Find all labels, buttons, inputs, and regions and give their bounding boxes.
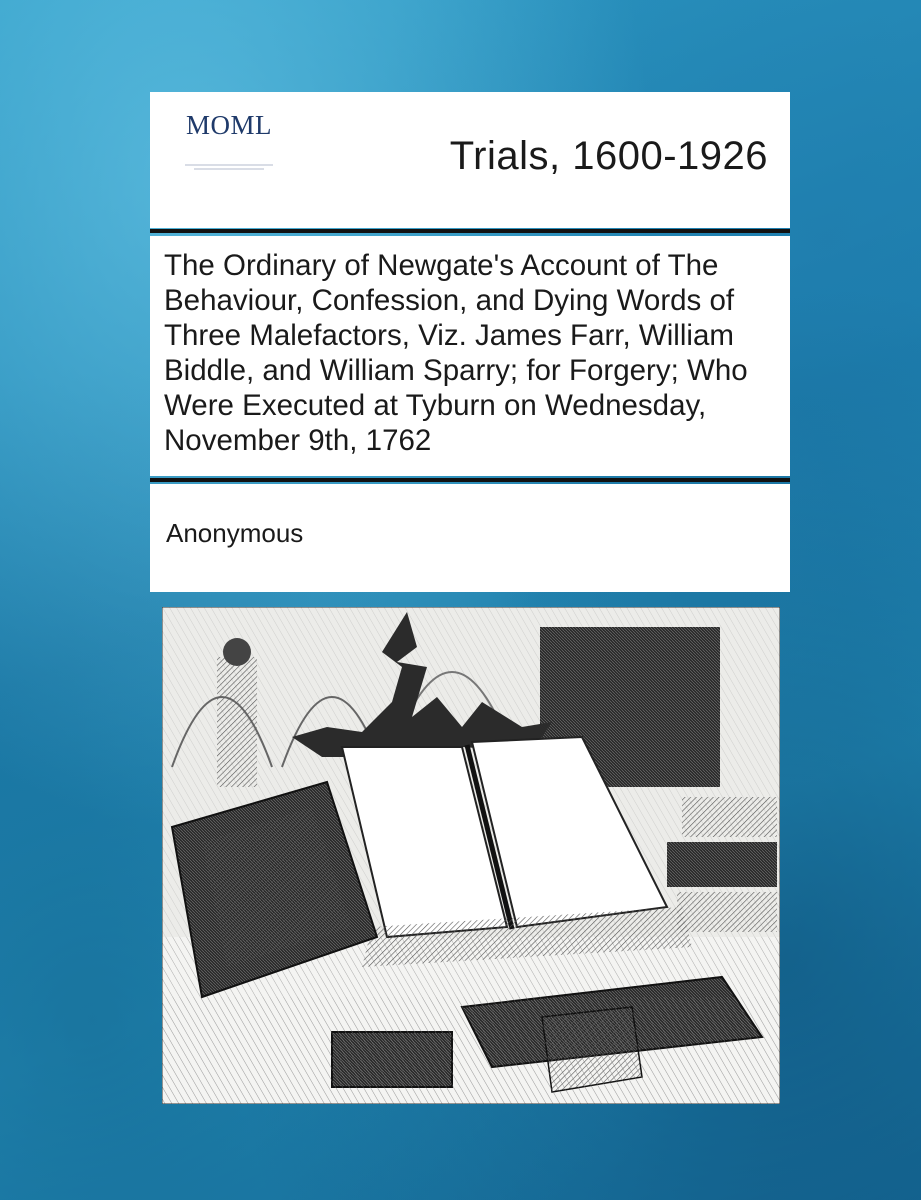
header-panel (150, 92, 790, 228)
divider-rule (150, 478, 790, 482)
logo-watermark (170, 140, 288, 162)
book-title: The Ordinary of Newgate's Account of The Behaviour, Confession, and Dying Words of Three Malefactors, Viz. James Farr, William Biddle, and William Sparry; for Forgery; Who Were Executed at Tyburn on Wednesday, November 9th, 1762 (164, 249, 748, 457)
logo-divider (185, 164, 273, 166)
logo-divider (194, 168, 264, 170)
author-name: Anonymous (166, 518, 304, 548)
divider-rule (150, 229, 790, 233)
title-panel (150, 236, 790, 476)
series-title: Trials, 1600-1926 (449, 134, 768, 178)
engraving-image (162, 607, 780, 1104)
author-panel (150, 484, 790, 592)
publisher-logo (170, 110, 288, 190)
publisher-logo-text: MOML (185, 110, 272, 140)
cover-illustration (162, 607, 780, 1104)
